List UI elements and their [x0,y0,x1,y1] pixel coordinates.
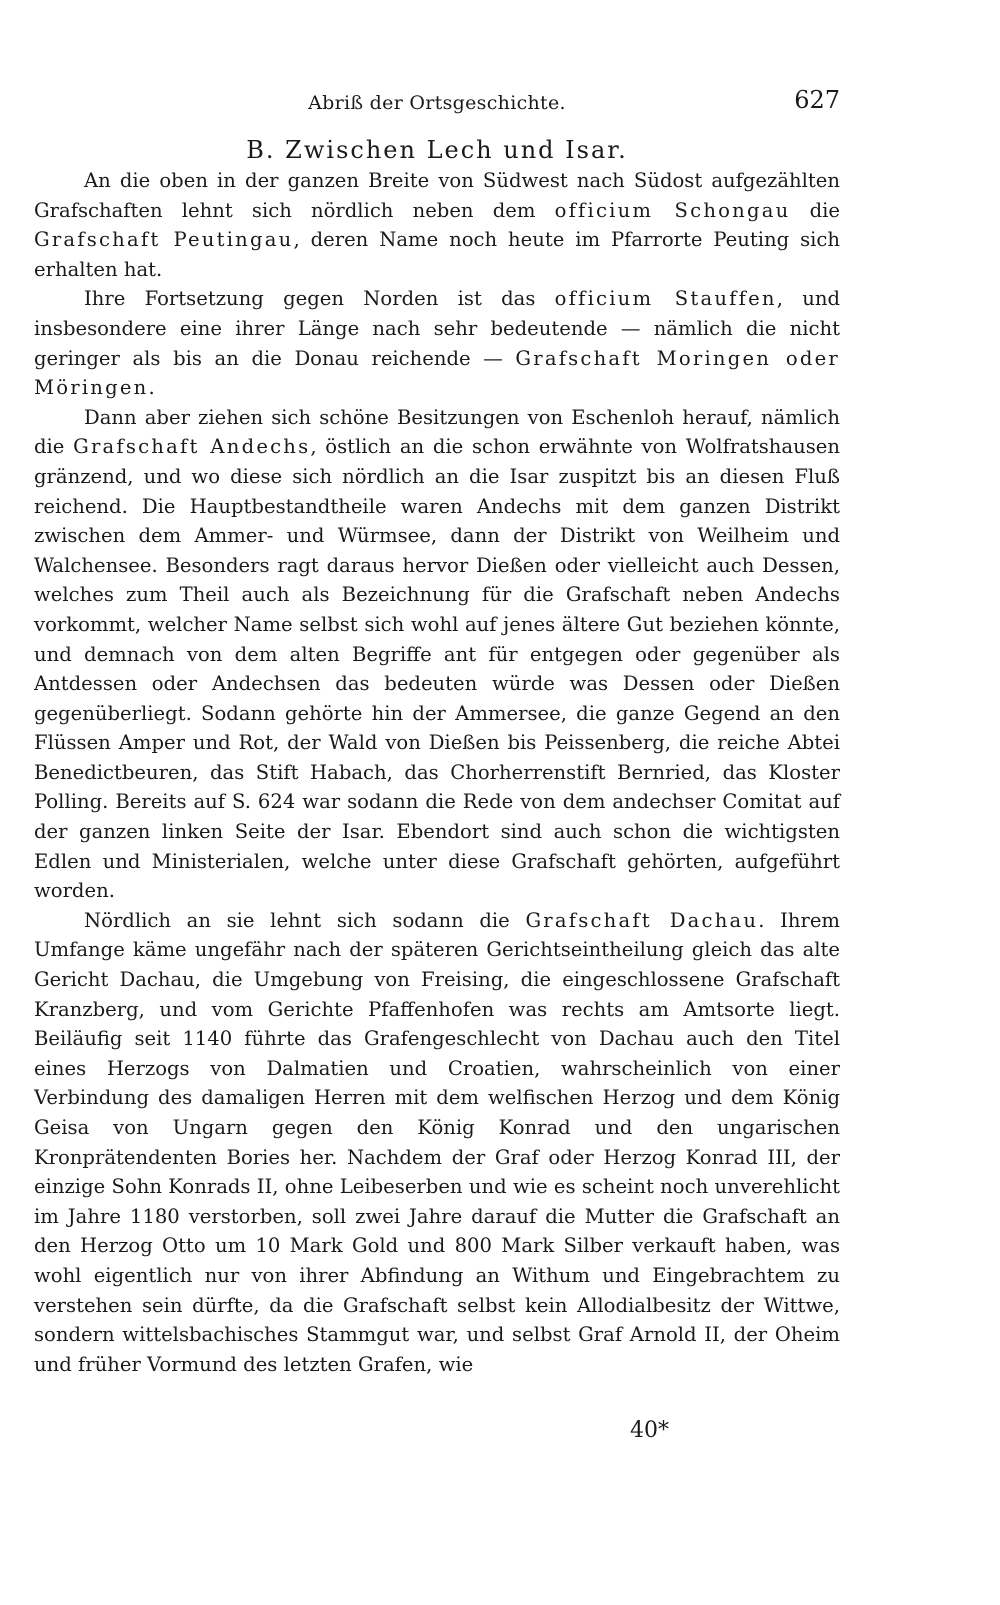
text-segment: die [790,198,840,222]
text-segment: An die oben in der ganzen Breite von Südwest nach Südost aufgezählten Grafschaften lehnt sich nördlich neben dem [34,169,840,222]
section-title: B. Zwischen Lech und Isar. [246,136,628,164]
page-number: 627 [794,86,840,114]
text-segment: , und insbesondere eine ihrer Länge nach sehr bedeutende — nämlich die nicht geringer als bis an die Donau reichende — [34,287,840,370]
body-text [34,166,840,1379]
emphasized-text: Grafschaft Dachau [525,908,759,932]
text-segment: Ihre Fortsetzung gegen Norden ist das [84,287,555,311]
emphasized-text: Grafschaft Andechs [73,435,311,459]
running-head: Abriß der Ortsgeschichte. [308,92,566,114]
emphasized-text: Grafschaft Peutingau [34,228,294,252]
paragraph-2 [34,284,840,402]
text-segment: . [148,376,155,400]
text-segment: , deren Name noch heute im Pfarrorte Peuting sich erhalten hat. [34,228,840,281]
page-header [34,86,840,122]
paragraph-4 [34,906,840,1380]
emphasized-text: Grafschaft Moringen oder Möringen [34,346,840,400]
signature-mark: 40* [630,1418,669,1443]
text-segment: , östlich an die schon erwähnte von Wolfratshausen gränzend, und wo diese sich nördlich an die Isar zuspitzt bis an diesen Fluß reichend. Die Hauptbestandtheile waren Andechs mit dem ganzen Distrikt zwischen dem Ammer- und Würmsee, dann der Distrikt von Weilheim und Walchensee. Besonders ragt daraus hervor Dießen oder vielleicht auch Dessen, welches zum Theil auch als Bezeichnung für die Grafschaft neben Andechs vorkommt, welcher Name selbst sich wohl auf jenes ältere Gut beziehen könnte, und demnach von dem alten Begriffe ant für entgegen oder gegenüber als Antdessen oder Andechsen das bedeuten würde was Dessen oder Dießen gegenüberliegt. Sodann gehörte hin der Ammersee, die ganze Gegend an den Flüssen Amper und Rot, der Wald von Dießen bis Peissenberg, die reiche Abtei Benedictbeuren, das Stift Habach, das Chorherrenstift Bernried, das Kloster Polling. Bereits auf S. 624 war sodann die Rede von dem andechser Comitat auf der ganzen linken Seite der Isar. Ebendort sind auch schon die wichtigsten Edlen und Ministerialen, welche unter diese Grafschaft gehörten, aufgeführt worden. [34,435,840,903]
text-segment: Dann aber ziehen sich schöne Besitzungen von Eschenloh herauf, nämlich die [34,405,840,459]
paragraph-3 [34,403,840,906]
text-segment: Nördlich an sie lehnt sich sodann die [84,908,526,932]
emphasized-text: officium Schongau [554,198,791,222]
text-segment: . Ihrem Umfange käme ungefähr nach der späteren Gerichtseintheilung gleich das alte Gericht Dachau, die Umgebung von Freising, die eingeschlossene Grafschaft Kranzberg, und vom Gerichte Pfaffenhofen was rechts am Amtsorte liegt. Beiläufig seit 1140 führte das Grafengeschlecht von Dachau auch den Titel eines Herzogs von Dalmatien und Croatien, wahrscheinlich von einer Verbindung des damaligen Herren mit dem welfischen Herzog und dem König Geisa von Ungarn gegen den König Konrad und den ungarischen Kronprätendenten Bories her. Nachdem der Graf oder Herzog Konrad III, der einzige Sohn Konrads II, ohne Leibeserben und wie es scheint noch unverehlicht im Jahre 1180 verstorben, soll zwei Jahre darauf die Mutter die Grafschaft an den Herzog Otto um 10 Mark Gold und 800 Mark Silber verkauft haben, was wohl eigentlich nur von ihrer Abfindung an Withum und Eingebrachtem zu verstehen sein dürfte, da die Grafschaft selbst kein Allodialbesitz der Wittwe, sondern wittelsbachisches Stammgut war, und selbst Graf Arnold II, der Oheim und früher Vormund des letzten Grafen, wie [34,908,841,1376]
emphasized-text: officium Stauffen [554,287,777,311]
paragraph-1 [34,166,840,284]
